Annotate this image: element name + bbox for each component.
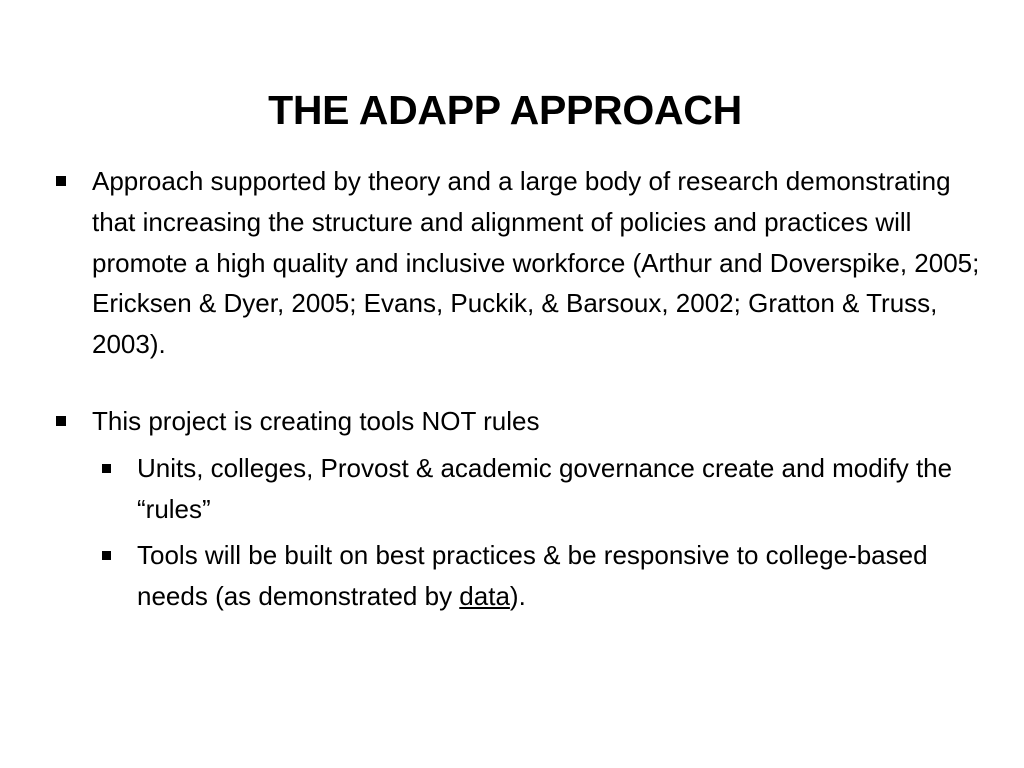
- square-bullet-icon: [102, 551, 111, 560]
- bullet-text: This project is creating tools NOT rules: [92, 405, 540, 436]
- square-bullet-icon: [56, 416, 66, 426]
- bullet-item-approach: [56, 161, 986, 365]
- bullet-item-tools: [56, 401, 986, 442]
- data-link[interactable]: data: [459, 581, 510, 612]
- sub-bullet-item-rules: [102, 448, 986, 530]
- square-bullet-icon: [56, 176, 66, 186]
- square-bullet-icon: [102, 464, 111, 473]
- slide-body: [56, 161, 986, 617]
- sub-bullet-text: [137, 535, 986, 617]
- bullet-text: Approach supported by theory and a large body of research demonstrating that increasing the structure and alignment of policies and practices will promote a high quality and inclusive workforce (Arthur and Doverspike, 2005; Ericksen & Dyer, 2005; Evans, Puckik, & Barsoux, 2002; Gratton & Truss, 2003).: [92, 166, 980, 360]
- sub-bullet-text-before: Tools will be built on best practices & be responsive to college-based needs (as demonstrated by: [137, 540, 928, 612]
- sub-bullet-item-best-practices: [102, 535, 986, 617]
- sub-bullet-text: Units, colleges, Provost & academic governance create and modify the “rules”: [137, 452, 953, 524]
- sub-bullet-text-after: ).: [509, 581, 526, 612]
- slide-title: THE ADAPP APPROACH: [268, 87, 742, 133]
